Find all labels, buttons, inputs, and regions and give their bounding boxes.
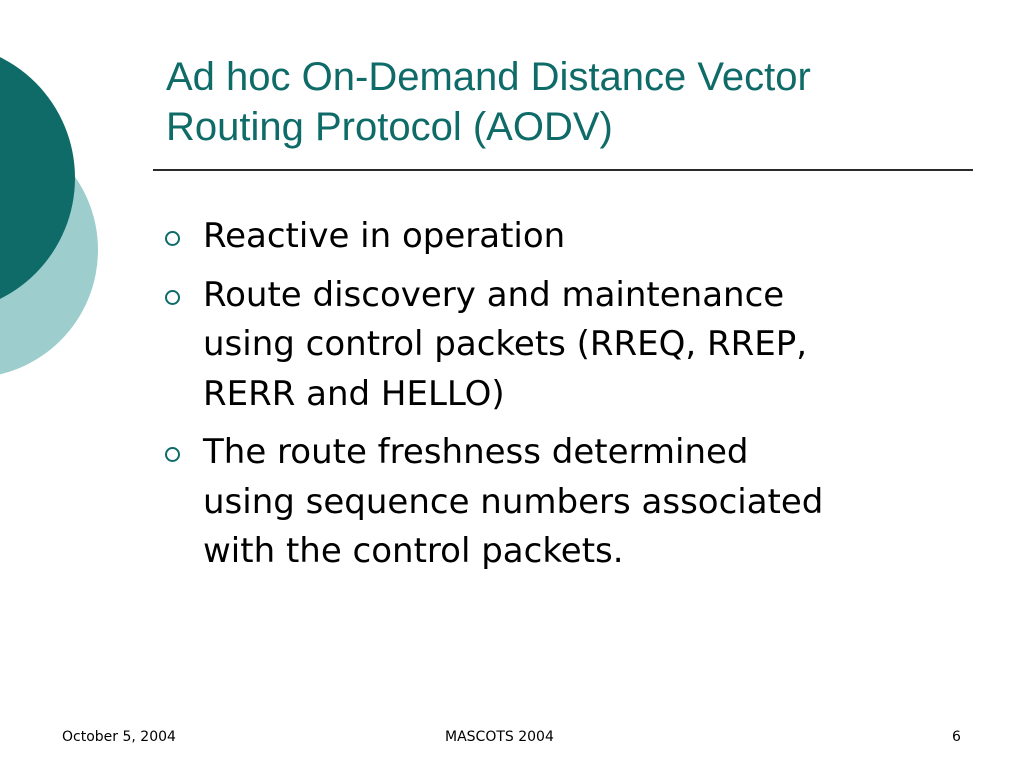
bullet-circle-icon: [165, 231, 180, 246]
decorative-circles: [0, 0, 110, 420]
bullet-text-line: using sequence numbers associated: [203, 481, 824, 522]
footer-page-number: 6: [952, 729, 961, 745]
bullet-text-line: with the control packets.: [203, 531, 624, 571]
bullet-text-line: Reactive in operation: [203, 216, 566, 256]
slide-title: [166, 52, 986, 152]
bullet-text-line: using control packets (RREQ, RREP,: [203, 324, 808, 364]
footer-date: October 5, 2004: [62, 729, 176, 745]
bullet-list: [165, 212, 965, 586]
footer-event: MASCOTS 2004: [445, 729, 554, 745]
bullet-item-route-freshness: [165, 428, 965, 577]
bullet-text-line: Route discovery and maintenance: [203, 274, 785, 315]
bullet-text-line: RERR and HELLO): [203, 373, 505, 414]
title-divider: [153, 169, 973, 171]
bullet-item-reactive: [165, 212, 965, 262]
bullet-item-route-discovery: [165, 271, 965, 420]
slide-title-line-1: Ad hoc On-Demand Distance Vector: [166, 55, 811, 99]
bullet-circle-icon: [165, 290, 180, 305]
slide-title-line-2: Routing Protocol (AODV): [166, 105, 613, 149]
bullet-text-line: The route freshness determined: [203, 432, 749, 472]
bullet-circle-icon: [165, 447, 180, 462]
